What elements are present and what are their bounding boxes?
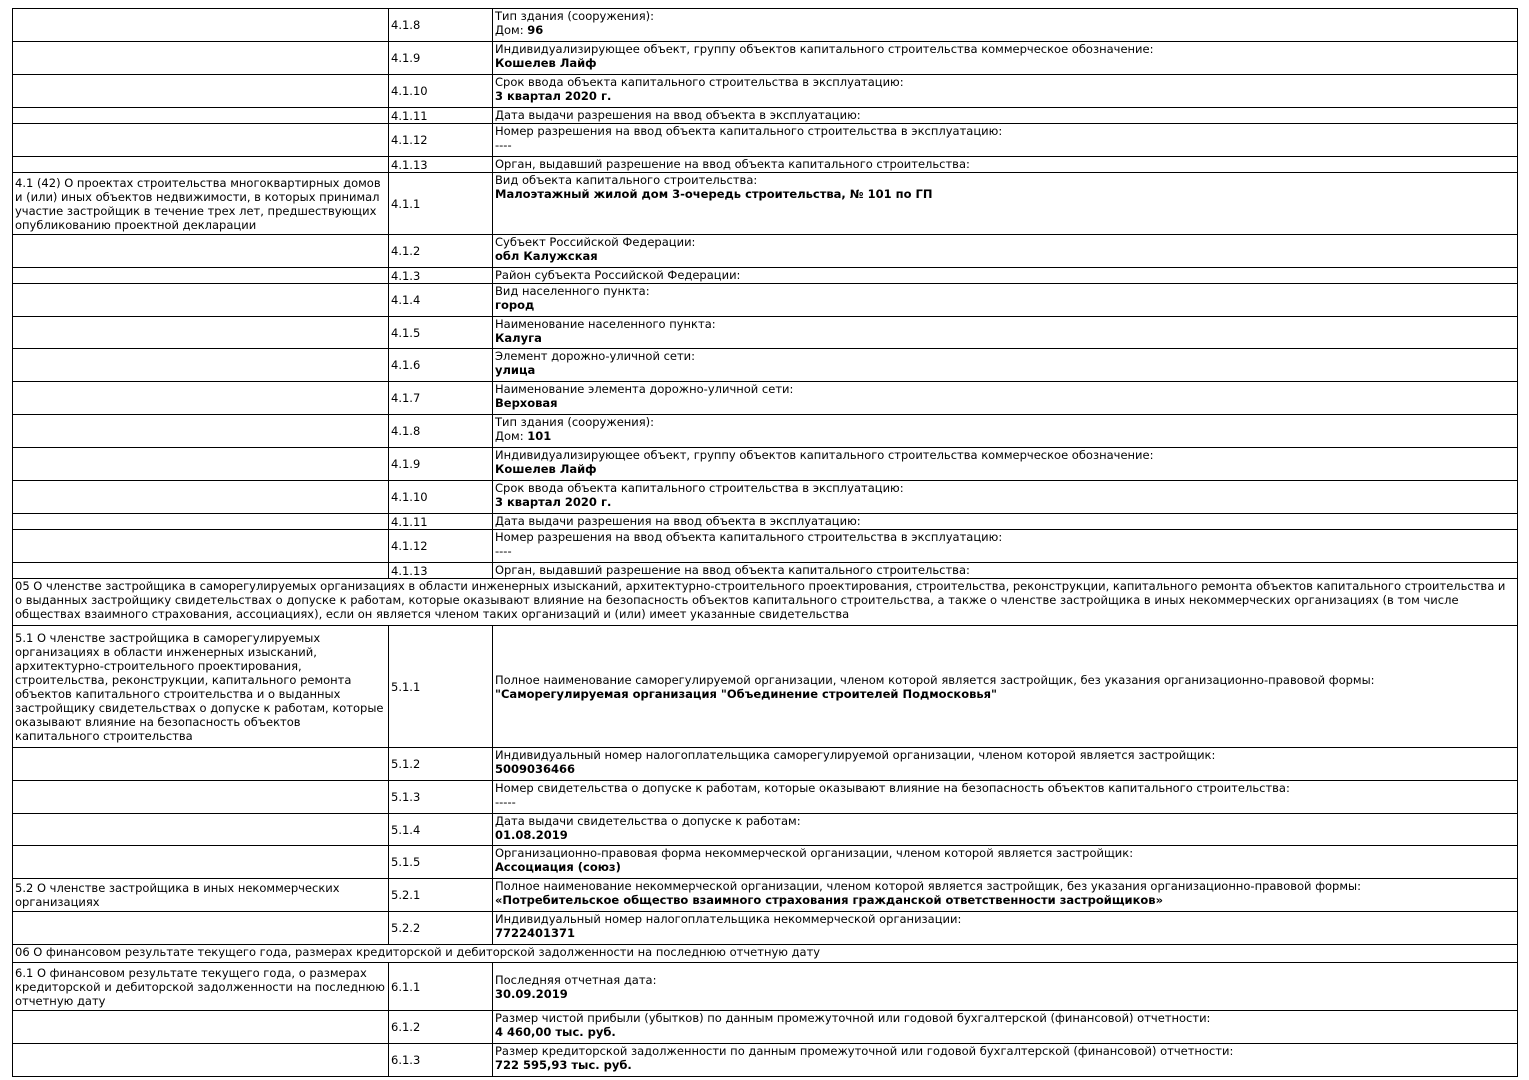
item-code: 6.1.1	[389, 963, 493, 1011]
item-code: 5.1.5	[389, 846, 493, 879]
table-row	[13, 748, 1518, 781]
section-title	[13, 75, 389, 108]
item-code: 4.1.2	[389, 235, 493, 268]
item-content	[493, 415, 1518, 448]
item-label: Наименование населенного пункта:	[495, 317, 716, 331]
table-row	[13, 124, 1518, 157]
item-label: Организационно-правовая форма некоммерческой организации, членом которой является застройщик:	[495, 846, 1134, 860]
item-code: 5.1.2	[389, 748, 493, 781]
item-code: 5.1.1	[389, 626, 493, 748]
section-header: 06 О финансовом результате текущего года, размерах кредиторской и дебиторской задолженности на последнюю отчетную дату	[13, 945, 1518, 963]
item-content	[493, 448, 1518, 481]
item-label: Срок ввода объекта капитального строительства в эксплуатацию:	[495, 75, 904, 89]
table-row	[13, 415, 1518, 448]
item-content	[493, 42, 1518, 75]
item-content	[493, 124, 1518, 157]
section-title	[13, 814, 389, 846]
item-value-line	[495, 795, 1515, 809]
item-label: Район субъекта Российской Федерации:	[495, 268, 741, 282]
table-row	[13, 108, 1518, 124]
item-value-line	[495, 138, 1515, 152]
item-value: улица	[495, 363, 536, 377]
item-value: 30.09.2019	[495, 986, 568, 1001]
section-title	[13, 108, 389, 124]
item-value: 101	[527, 429, 552, 443]
item-label: Дата выдачи свидетельства о допуске к работам:	[495, 814, 801, 828]
item-value-line	[495, 298, 1515, 312]
table-row	[13, 448, 1518, 481]
item-value-prefix: Дом:	[495, 429, 528, 443]
item-value-line	[495, 23, 1515, 37]
section-title	[13, 382, 389, 415]
item-label: Дата выдачи разрешения на ввод объекта в эксплуатацию:	[495, 108, 861, 122]
item-value-line	[495, 926, 1515, 940]
item-value-line	[495, 396, 1515, 410]
item-value: «Потребительское общество взаимного страхования гражданской ответственности застройщиков»	[495, 893, 1164, 907]
item-value: Ассоциация (союз)	[495, 860, 621, 874]
item-value: Кошелев Лайф	[495, 462, 597, 476]
section-title	[13, 1044, 389, 1077]
table-row	[13, 814, 1518, 846]
item-label: Индивидуализирующее объект, группу объектов капитального строительства коммерческое обозначение:	[495, 42, 1154, 56]
item-code: 4.1.13	[389, 157, 493, 173]
item-label: Наименование элемента дорожно-уличной сети:	[495, 382, 794, 396]
item-content	[493, 317, 1518, 349]
section-title	[13, 415, 389, 448]
item-label: Номер разрешения на ввод объекта капитального строительства в эксплуатацию:	[495, 124, 1003, 138]
item-code: 4.1.4	[389, 284, 493, 317]
item-label: Вид населенного пункта:	[495, 284, 650, 298]
item-code: 4.1.9	[389, 42, 493, 75]
item-label: Размер чистой прибыли (убытков) по данным промежуточной или годовой бухгалтерской (финансовой) отчетности:	[495, 1011, 1211, 1025]
item-code: 5.1.4	[389, 814, 493, 846]
section-title	[13, 42, 389, 75]
section-title: 5.1 О членстве застройщика в саморегулируемых организациях в области инженерных изысканий, архитектурно-строительного проектирования, строительства, реконструкции, капитального ремонта объектов капитального строительства и о выданных застройщику свидетельствах о допуске к работам, которые оказывают влияние на безопасность объектов капитального строительства	[13, 626, 389, 748]
item-value-line	[495, 429, 1515, 443]
item-code: 4.1.8	[389, 9, 493, 42]
item-value: 4 460,00 тыс. руб.	[495, 1025, 616, 1039]
item-label: Последняя отчетная дата:	[495, 972, 657, 987]
item-value-line	[495, 1025, 1515, 1039]
table-row	[13, 235, 1518, 268]
item-value: город	[495, 298, 535, 312]
table-row	[13, 42, 1518, 75]
item-label: Индивидуализирующее объект, группу объектов капитального строительства коммерческое обозначение:	[495, 448, 1154, 462]
item-value: ----	[495, 138, 512, 152]
section-title	[13, 448, 389, 481]
item-label: Орган, выдавший разрешение на ввод объекта капитального строительства:	[495, 563, 970, 577]
item-label: Элемент дорожно-уличной сети:	[495, 349, 696, 363]
item-code: 6.1.2	[389, 1011, 493, 1044]
item-code: 4.1.7	[389, 382, 493, 415]
table-row	[13, 846, 1518, 879]
item-code: 4.1.13	[389, 563, 493, 579]
table-row	[13, 268, 1518, 284]
item-value-line	[495, 363, 1515, 377]
item-label: Субъект Российской Федерации:	[495, 235, 696, 249]
section-title	[13, 563, 389, 579]
item-value: -----	[495, 795, 516, 809]
table-row	[13, 1011, 1518, 1044]
item-value: Калуга	[495, 331, 542, 345]
table-row	[13, 514, 1518, 530]
item-value: 96	[527, 23, 544, 37]
item-label: Индивидуальный номер налогоплательщика саморегулируемой организации, членом которой является застройщик:	[495, 748, 1216, 762]
item-code: 4.1.5	[389, 317, 493, 349]
section-title	[13, 284, 389, 317]
section-title	[13, 124, 389, 157]
item-value-line	[495, 828, 1515, 842]
item-value-line	[495, 249, 1515, 263]
item-label: Индивидуальный номер налогоплательщика некоммерческой организации:	[495, 912, 962, 926]
item-value: 722 595,93 тыс. руб.	[495, 1058, 632, 1072]
item-value: 01.08.2019	[495, 828, 568, 842]
item-content	[493, 879, 1518, 912]
item-label: Полное наименование саморегулируемой организации, членом которой является застройщик, без указания организационно-правовой формы:	[495, 672, 1375, 687]
item-value: Малоэтажный жилой дом 3-очередь строительства, № 101 по ГП	[495, 187, 933, 201]
table-row	[13, 626, 1518, 748]
item-content	[493, 912, 1518, 945]
item-code: 4.1.11	[389, 108, 493, 124]
item-content	[493, 9, 1518, 42]
section-title: 5.2 О членстве застройщика в иных некоммерческих организациях	[13, 879, 389, 912]
table-row	[13, 349, 1518, 382]
section-title	[13, 781, 389, 814]
item-code: 4.1.3	[389, 268, 493, 284]
item-value: 5009036466	[495, 762, 576, 776]
item-label: Орган, выдавший разрешение на ввод объекта капитального строительства:	[495, 157, 970, 171]
table-row	[13, 781, 1518, 814]
table-row	[13, 9, 1518, 42]
table-row	[13, 1044, 1518, 1077]
item-code: 4.1.10	[389, 481, 493, 514]
item-code: 4.1.1	[389, 173, 493, 235]
item-value: 7722401371	[495, 926, 576, 940]
section-title	[13, 514, 389, 530]
item-value: 3 квартал 2020 г.	[495, 495, 612, 509]
table-row	[13, 563, 1518, 579]
item-content	[493, 481, 1518, 514]
section-title	[13, 235, 389, 268]
section-title	[13, 912, 389, 945]
item-value: Верховая	[495, 396, 558, 410]
item-value-line	[495, 893, 1515, 907]
item-content	[493, 349, 1518, 382]
section-title	[13, 1011, 389, 1044]
declaration-table-body	[13, 9, 1518, 1077]
table-row	[13, 481, 1518, 514]
section-title: 4.1 (42) О проектах строительства многоквартирных домов и (или) иных объектов недвижимости, в которых принимал участие застройщик в течение трех лет, предшествующих опубликованию проектной декларации	[13, 173, 389, 235]
item-content	[493, 268, 1518, 284]
item-code: 4.1.6	[389, 349, 493, 382]
item-content	[493, 1011, 1518, 1044]
item-content	[493, 963, 1518, 1011]
item-label: Номер свидетельства о допуске к работам, которые оказывают влияние на безопасность объектов капитального строительства:	[495, 781, 1290, 795]
item-code: 4.1.12	[389, 530, 493, 563]
item-content	[493, 846, 1518, 879]
table-row	[13, 382, 1518, 415]
item-code: 4.1.8	[389, 415, 493, 448]
section-title	[13, 846, 389, 879]
item-code: 6.1.3	[389, 1044, 493, 1077]
item-code: 4.1.10	[389, 75, 493, 108]
item-value-line	[495, 89, 1515, 103]
table-row	[13, 317, 1518, 349]
item-content	[493, 235, 1518, 268]
table-row	[13, 912, 1518, 945]
item-content	[493, 814, 1518, 846]
item-content	[493, 781, 1518, 814]
item-value-line	[495, 1058, 1515, 1072]
section-header-row	[13, 579, 1518, 626]
item-value: "Саморегулируемая организация "Объединение строителей Подмосковья"	[495, 686, 998, 701]
table-row	[13, 173, 1518, 235]
item-content	[493, 173, 1518, 235]
item-content	[493, 1044, 1518, 1077]
item-content	[493, 514, 1518, 530]
item-value: Кошелев Лайф	[495, 56, 597, 70]
item-code: 4.1.9	[389, 448, 493, 481]
section-title	[13, 268, 389, 284]
item-label: Вид объекта капитального строительства:	[495, 173, 758, 187]
item-label: Тип здания (сооружения):	[495, 415, 655, 429]
table-row	[13, 75, 1518, 108]
item-content	[493, 284, 1518, 317]
declaration-table	[12, 8, 1518, 1077]
section-title: 6.1 О финансовом результате текущего года, о размерах кредиторской и дебиторской задолженности на последнюю отчетную дату	[13, 963, 389, 1011]
item-content	[493, 748, 1518, 781]
item-value-line	[495, 762, 1515, 776]
item-value: ----	[495, 544, 512, 558]
item-value-line	[495, 987, 1515, 1001]
item-code: 5.2.2	[389, 912, 493, 945]
section-title	[13, 157, 389, 173]
item-value-line	[495, 544, 1515, 558]
item-content	[493, 530, 1518, 563]
table-row	[13, 157, 1518, 173]
section-header: 05 О членстве застройщика в саморегулируемых организациях в области инженерных изысканий, архитектурно-строительного проектирования, строительства, реконструкции, капитального ремонта объектов капитального строительства и о выданных застройщику свидетельствах о допуске к работам, которые оказывают влияние на безопасность объектов капитального строительства, а также о членстве застройщика в иных некоммерческих организациях (в том числе обществах взаимного страхования, ассоциациях), если он является членом таких организаций и (или) имеет указанные свидетельства	[13, 579, 1518, 626]
item-content	[493, 108, 1518, 124]
table-row	[13, 963, 1518, 1011]
item-value-line	[495, 187, 1515, 201]
item-value-line	[495, 462, 1515, 476]
section-title	[13, 481, 389, 514]
item-label: Тип здания (сооружения):	[495, 9, 655, 23]
section-title	[13, 317, 389, 349]
item-content	[493, 626, 1518, 748]
item-label: Полное наименование некоммерческой организации, членом которой является застройщик, без указания организационно-правовой формы:	[495, 879, 1361, 893]
item-value: 3 квартал 2020 г.	[495, 89, 612, 103]
item-content	[493, 75, 1518, 108]
section-header-row	[13, 945, 1518, 963]
item-content	[493, 157, 1518, 173]
item-code: 4.1.11	[389, 514, 493, 530]
item-value-line	[495, 687, 1515, 701]
item-value: обл Калужская	[495, 249, 598, 263]
table-row	[13, 879, 1518, 912]
item-content	[493, 382, 1518, 415]
item-code: 4.1.12	[389, 124, 493, 157]
section-title	[13, 530, 389, 563]
item-value-line	[495, 860, 1515, 874]
item-code: 5.2.1	[389, 879, 493, 912]
section-title	[13, 349, 389, 382]
item-label: Номер разрешения на ввод объекта капитального строительства в эксплуатацию:	[495, 530, 1003, 544]
item-value-line	[495, 56, 1515, 70]
item-code: 5.1.3	[389, 781, 493, 814]
item-value-prefix: Дом:	[495, 23, 528, 37]
item-content	[493, 563, 1518, 579]
table-row	[13, 284, 1518, 317]
section-title	[13, 748, 389, 781]
item-label: Дата выдачи разрешения на ввод объекта в эксплуатацию:	[495, 514, 861, 528]
table-row	[13, 530, 1518, 563]
item-value-line	[495, 495, 1515, 509]
item-label: Размер кредиторской задолженности по данным промежуточной или годовой бухгалтерской (финансовой) отчетности:	[495, 1044, 1234, 1058]
item-value-line	[495, 331, 1515, 345]
item-label: Срок ввода объекта капитального строительства в эксплуатацию:	[495, 481, 904, 495]
section-title	[13, 9, 389, 42]
